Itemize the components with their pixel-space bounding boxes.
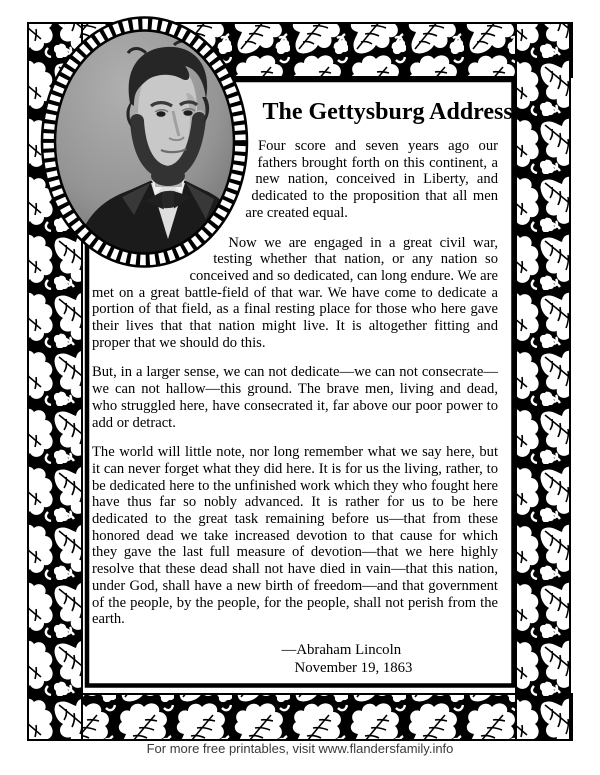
lincoln-photo [34,9,256,277]
signature-inner [282,641,413,677]
paragraph-4: The world will little note, nor long remember what we say here, but it can never forget what they did here. It is for us the living, rather, to be dedicated here to the unfinished work which they who fought here have thus far so nobly advanced. It is rather for us to be here dedicated to the great task remaining before us—that from these honored dead we take increased devotion to that cause for which they gave the last full measure of devotion—that we here highly resolve that these dead shall not have died in vain—that this nation, under God, shall have a new birth of freedom—and that government of the people, by the people, for the people, shall not perish from the earth. [92,444,498,628]
border-band-right [516,23,570,740]
lincoln-portrait [34,9,256,277]
document-title: The Gettysburg Address [262,99,513,125]
paragraph-3: But, in a larger sense, we can not dedicate—we can not consecrate— we can not hallow—this ground. The brave men, living and dead, who struggled here, have consecrated it, far above our poor power to add or detract. [92,364,498,431]
signature-date: November 19, 1863 [294,659,413,676]
signature-author: —Abraham Lincoln [281,641,402,658]
paragraph-2: Now we are engaged in a great civil war, testing whether that nation, or any nation so conceived and so dedicated, can long endure. We are met on a great battle-field of that war. We have come to dedicate a portion of that field, as a final resting place for those who here gave their lives that that nation might live. It is altogether fitting and proper that we should do this. [92,234,498,351]
border-band-bottom [28,694,572,740]
footer-note: For more free printables, visit www.flandersfamily.info [146,741,454,756]
paragraph-1: Four score and seven years ago our fathers brought forth on this continent, a new nation, conceived in Liberty, and dedicated to the proposition that all men are created equal. [245,138,498,221]
signature-block [92,641,498,677]
